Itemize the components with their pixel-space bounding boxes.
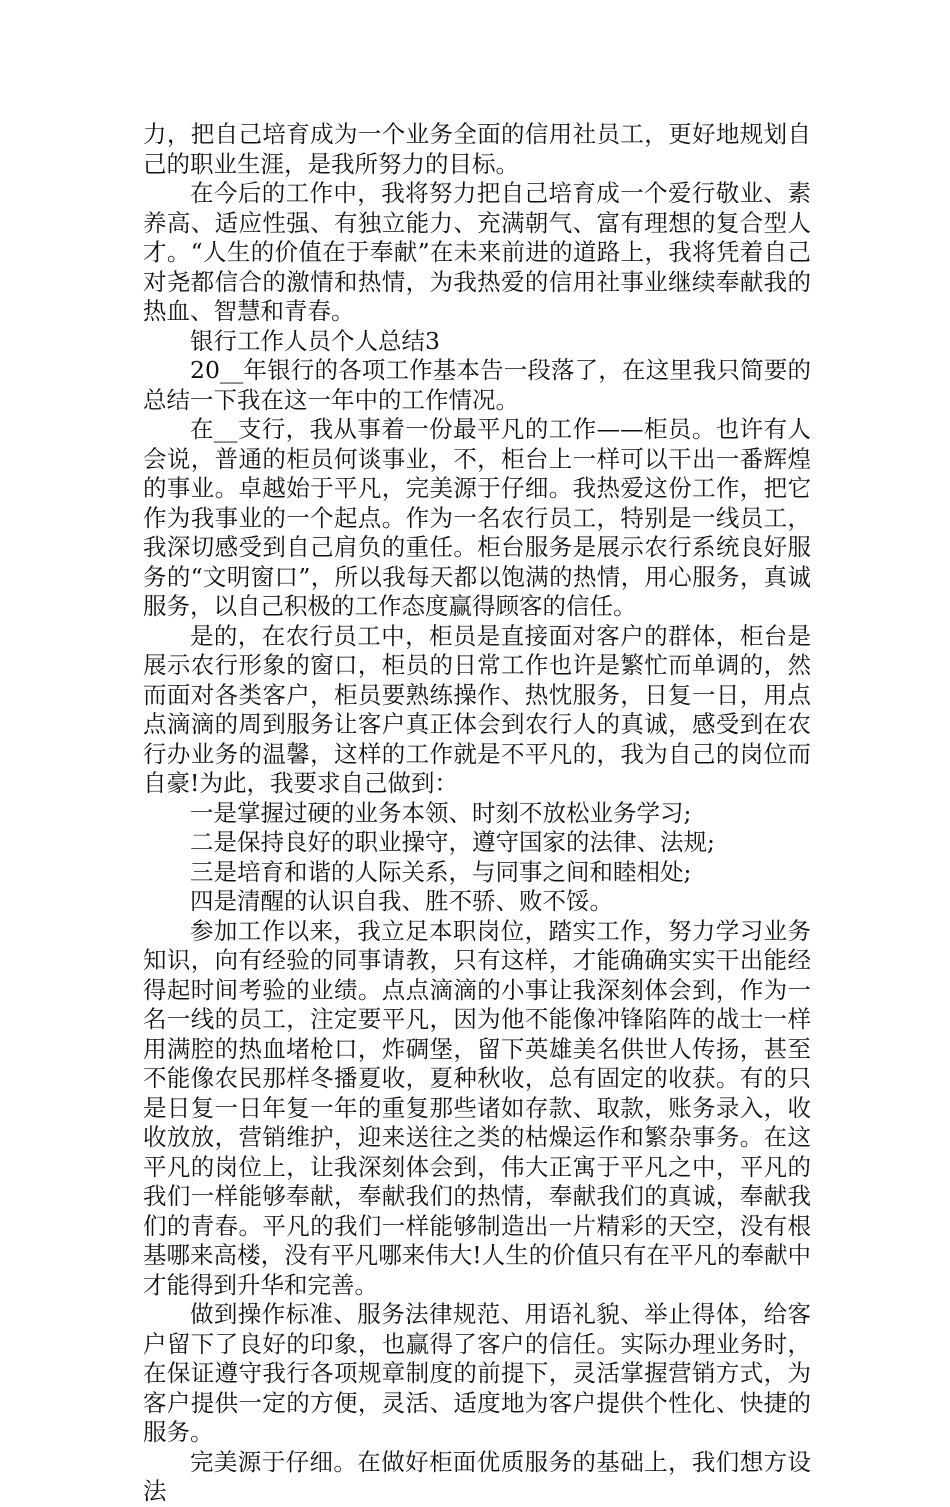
list-item-2: 二是保持良好的职业操守，遵守国家的法律、法规; [190,828,715,856]
paragraph-future-work: 在今后的工作中，我将努力把自己培育成一个爱行敬业、素养高、适应性强、有独立能力、充满朝气、富有理想的复合型人才。“人生的价值在于奉献”在未来前进的道路上，我将凭着自己对尧都信合的激情和热情，为我热爱的信用社事业继续奉献我的热血、智慧和青春。 [143,179,811,325]
document-page [143,120,811,1507]
paragraph-standard-operation: 做到操作标准、服务法律规范、用语礼貌、举止得体，给客户留下了良好的印象，也赢得了客户的信任。实际办理业务时，在保证遵守我行各项规章制度的前提下，灵活掌握营销方式，为客户提供一定的方便，灵活、适度地为客户提供个性化、快捷的服务。 [143,1300,811,1446]
paragraph-year-summary: 20__年银行的各项工作基本告一段落了，在这里我只简要的总结一下我在这一年中的工作情况。 [143,356,811,414]
paragraph-teller-work: 在__支行，我从事着一份最平凡的工作——柜员。也许有人会说，普通的柜员何谈事业，不，柜台上一样可以干出一番辉煌的事业。卓越始于平凡，完美源于仔细。我热爱这份工作，把它作为我事业的一个起点。作为一名农行员工，特别是一线员工，我深切感受到自己肩负的重任。柜台服务是展示农行系统良好服务的“文明窗口”，所以我每天都以饱满的热情，用心服务，真诚服务，以自己积极的工作态度赢得顾客的信任。 [143,415,811,620]
paragraph-career-goal: 力，把自己培育成为一个业务全面的信用社员工，更好地规划自己的职业生涯，是我所努力的目标。 [143,120,811,178]
list-item-4: 四是清醒的认识自我、胜不骄、败不馁。 [190,887,613,915]
paragraph-teller-role: 是的，在农行员工中，柜员是直接面对客户的群体，柜台是展示农行形象的窗口，柜员的日常工作也许是繁忙而单调的，然而面对各类客户，柜员要熟练操作、热忱服务，日复一日，用点点滴滴的周到服务让客户真正体会到农行人的真诚，感受到在农行办业务的温馨，这样的工作就是不平凡的，我为自己的岗位而自豪!为此，我要求自己做到： [143,621,811,797]
paragraph-since-joining: 参加工作以来，我立足本职岗位，踏实工作，努力学习业务知识，向有经验的同事请教，只有这样，才能确确实实干出能经得起时间考验的业绩。点点滴滴的小事让我深刻体会到，作为一名一线的员工，注定要平凡，因为他不能像冲锋陷阵的战士一样用满腔的热血堵枪口，炸碉堡，留下英雄美名供世人传扬，甚至不能像农民那样冬播夏收，夏种秋收，总有固定的收获。有的只是日复一日年复一年的重复那些诸如存款、取款，账务录入，收收放放，营销维护，迎来送往之类的枯燥运作和繁杂事务。在这平凡的岗位上，让我深刻体会到，伟大正寓于平凡之中，平凡的我们一样能够奉献，奉献我们的热情，奉献我们的真诚，奉献我们的青春。平凡的我们一样能够制造出一片精彩的天空，没有根基哪来高楼，没有平凡哪来伟大!人生的价值只有在平凡的奉献中才能得到升华和完善。 [143,916,811,1299]
section-heading: 银行工作人员个人总结3 [190,326,440,355]
list-item-3: 三是培育和谐的人际关系，与同事之间和睦相处; [190,857,692,886]
list-item-1: 一是掌握过硬的业务本领、时刻不放松业务学习; [190,798,692,827]
paragraph-perfection: 完美源于仔细。在做好柜面优质服务的基础上，我们想方设法 [143,1447,811,1505]
